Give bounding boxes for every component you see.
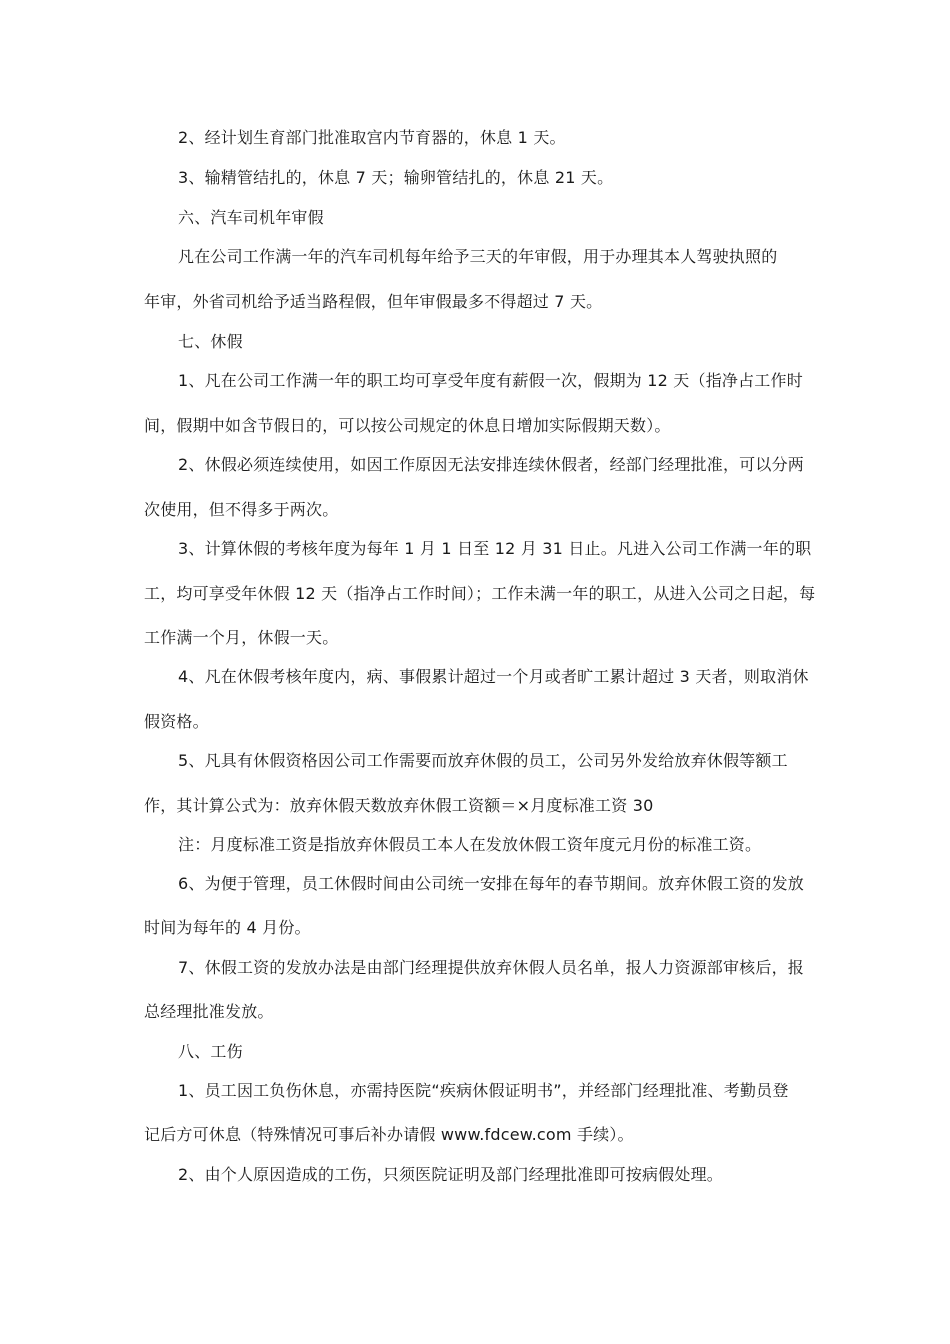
- section-heading: 六、汽车司机年审假: [178, 208, 324, 227]
- text-line: 3、计算休假的考核年度为每年 1 月 1 日至 12 月 31 日止。凡进入公司工作满一年的职: [178, 539, 812, 558]
- text-line: 2、休假必须连续使用，如因工作原因无法安排连续休假者，经部门经理批准，可以分两: [178, 455, 804, 474]
- text-line: 年审，外省司机给予适当路程假，但年审假最多不得超过 7 天。: [144, 292, 603, 311]
- note-line: 注：月度标准工资是指放弃休假员工本人在发放休假工资年度元月份的标准工资。: [178, 835, 762, 854]
- text-line: 间，假期中如含节假日的，可以按公司规定的休息日增加实际假期天数）。: [144, 416, 671, 435]
- text-line: 3、输精管结扎的，休息 7 天；输卵管结扎的，休息 21 天。: [178, 168, 614, 187]
- text-line: 2、由个人原因造成的工伤，只须医院证明及部门经理批准即可按病假处理。: [178, 1165, 723, 1184]
- text-line: 工，均可享受年休假 12 天（指净占工作时间）；工作未满一年的职工，从进入公司之日起，每: [144, 584, 816, 603]
- text-line: 凡在公司工作满一年的汽车司机每年给予三天的年审假，用于办理其本人驾驶执照的: [178, 247, 778, 266]
- text-line: 作，其计算公式为：放弃休假天数放弃休假工资额＝×月度标准工资 30: [144, 796, 654, 815]
- text-line: 假资格。: [144, 712, 209, 731]
- text-line: 5、凡具有休假资格因公司工作需要而放弃休假的员工，公司另外发给放弃休假等额工: [178, 751, 788, 770]
- text-line: 6、为便于管理，员工休假时间由公司统一安排在每年的春节期间。放弃休假工资的发放: [178, 874, 804, 893]
- text-line: 4、凡在休假考核年度内，病、事假累计超过一个月或者旷工累计超过 3 天者，则取消休: [178, 667, 809, 686]
- text-line: 工作满一个月，休假一天。: [144, 628, 339, 647]
- section-heading: 八、工伤: [178, 1042, 243, 1061]
- text-line: 时间为每年的 4 月份。: [144, 918, 311, 937]
- text-line: 1、员工因工负伤休息，亦需持医院“疾病休假证明书”，并经部门经理批准、考勤员登: [178, 1081, 789, 1100]
- text-line: 次使用，但不得多于两次。: [144, 500, 339, 519]
- text-line: 记后方可休息（特殊情况可事后补办请假 www.fdcew.com 手续）。: [144, 1125, 634, 1144]
- text-line: 总经理批准发放。: [144, 1002, 274, 1021]
- text-line: 1、凡在公司工作满一年的职工均可享受年度有薪假一次，假期为 12 天（指净占工作时: [178, 371, 803, 390]
- section-heading: 七、休假: [178, 332, 243, 351]
- text-line: 2、经计划生育部门批准取宫内节育器的，休息 1 天。: [178, 128, 566, 147]
- text-line: 7、休假工资的发放办法是由部门经理提供放弃休假人员名单，报人力资源部审核后，报: [178, 958, 804, 977]
